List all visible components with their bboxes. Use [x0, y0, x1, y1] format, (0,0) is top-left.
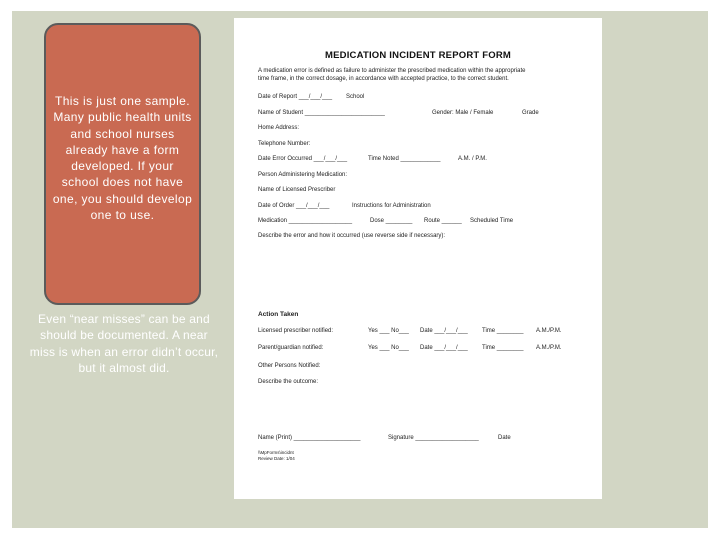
callout-text: This is just one sample. Many public health units and school nurses already have a form developed. If your school does not have one, you should develop one to use. [52, 94, 193, 223]
field-school: School [346, 94, 365, 100]
field-telephone: Telephone Number: [258, 141, 311, 147]
form-title: MEDICATION INCIDENT REPORT FORM [325, 50, 511, 61]
medication-incident-form-image [234, 18, 602, 499]
field-date-of-order: Date of Order ___/___/___ [258, 203, 330, 209]
field-date-of-report: Date of Report ___/___/___ [258, 94, 333, 100]
field-dose: Dose ________ [370, 218, 413, 224]
field-home-address: Home Address: [258, 125, 300, 131]
form-intro-line-2: time frame, in the correct dosage, in accordance with accepted practice, to the correct student. [258, 76, 509, 82]
field-instructions: Instructions for Administration [352, 203, 431, 209]
field-other-notified: Other Persons Notified: [258, 363, 321, 369]
field-medication: Medication ___________________ [258, 218, 353, 224]
prescriber-yes-no: Yes ___ No___ [368, 328, 409, 334]
field-gender: Gender: Male / Female [432, 110, 494, 116]
parent-time: Time ________ [482, 345, 524, 351]
parent-am-pm: A.M./P.M. [536, 345, 562, 351]
field-date: Date [498, 435, 511, 441]
field-describe-outcome: Describe the outcome: [258, 379, 319, 385]
field-scheduled-time: Scheduled Time [470, 218, 514, 224]
prescriber-date: Date ___/___/___ [420, 328, 468, 334]
form-intro-line-1: A medication error is defined as failure to administer the prescribed medication within the appropriate [258, 68, 526, 74]
form-footer-review-date: Review Date: 1/04 [258, 456, 295, 461]
field-time-noted: Time Noted ____________ [368, 156, 441, 162]
field-prescriber-notified: Licensed prescriber notified: [258, 328, 334, 334]
section-action-taken: Action Taken [258, 311, 299, 318]
field-name-of-student: Name of Student ________________________ [258, 110, 385, 116]
field-describe-error: Describe the error and how it occurred (use reverse side if necessary): [258, 233, 446, 239]
field-name-print: Name (Print) ____________________ [258, 435, 361, 441]
field-signature: Signature ___________________ [388, 435, 479, 441]
form-footer-path: \\MpForms\incidnt [258, 450, 294, 455]
field-person-administering: Person Administering Medication: [258, 172, 348, 178]
prescriber-am-pm: A.M./P.M. [536, 328, 562, 334]
callout-box [44, 23, 201, 305]
field-date-error: Date Error Occurred ___/___/___ [258, 156, 348, 162]
field-route: Route ______ [424, 218, 462, 224]
parent-date: Date ___/___/___ [420, 345, 468, 351]
parent-yes-no: Yes ___ No___ [368, 345, 409, 351]
field-parent-notified: Parent/guardian notified: [258, 345, 324, 351]
prescriber-time: Time ________ [482, 328, 524, 334]
near-miss-note: Even “near misses” can be and should be documented. A near miss is when an error didn’t occur, but it almost did. [29, 312, 219, 375]
field-am-pm: A.M. / P.M. [458, 156, 487, 162]
field-licensed-prescriber: Name of Licensed Prescriber [258, 187, 336, 193]
field-grade: Grade [522, 110, 539, 116]
